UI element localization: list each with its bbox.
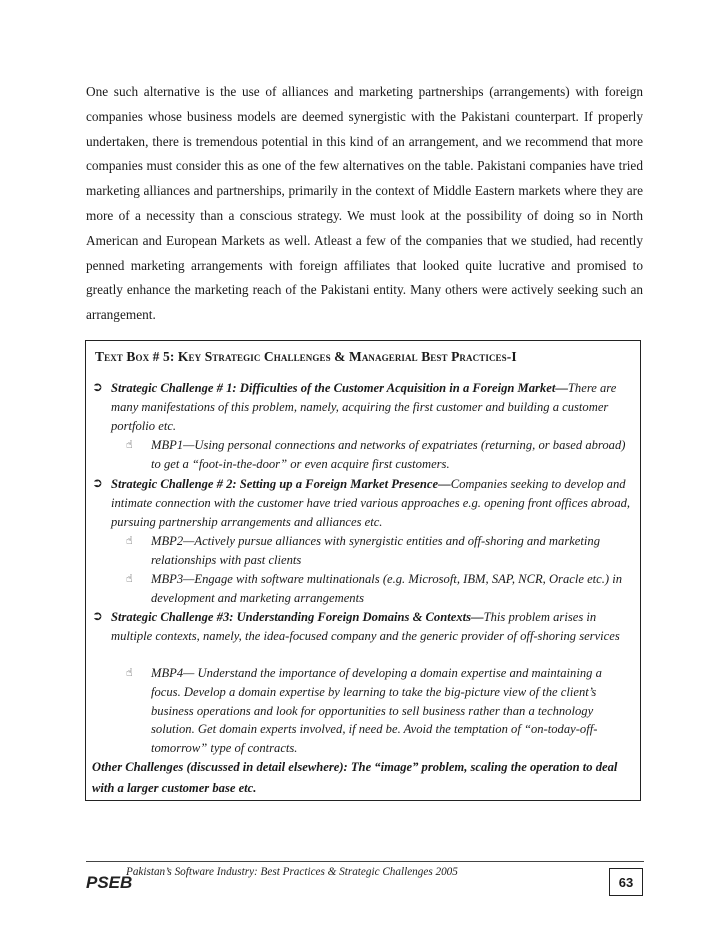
mbp4-text: MBP4— Understand the importance of developing a domain expertise and maintaining a focus. Develop a domain expertise by learning to take the big-picture view of the client’s business operations and look for opportunities to sell business rather than a technology solution. Get domain experts involved, if need be. Avoid the temptation of “on-today-off-tomorrow” type of contracts.	[151, 666, 602, 756]
arrow-bullet-icon: ➲	[92, 476, 103, 491]
challenge-2-text: Companies seeking to develop and intimate connection with the customer have tried various approaches e.g. opening front offices abroad, pursuing partnership arrangements and alliances etc.	[111, 477, 631, 529]
strategic-challenge-3	[92, 608, 634, 646]
challenge-2-heading: Strategic Challenge # 2: Setting up a Foreign Market Presence—	[111, 477, 451, 491]
best-practice-mbp3	[126, 570, 626, 608]
strategic-challenge-1	[92, 379, 634, 435]
page-number-box	[609, 868, 643, 896]
page-number: 63	[618, 874, 634, 890]
best-practice-mbp4	[126, 664, 626, 758]
challenge-1-heading: Strategic Challenge # 1: Difficulties of the Customer Acquisition in a Foreign Market—	[111, 381, 568, 395]
challenge-3-text: This problem arises in multiple contexts, namely, the idea-focused company and the generic provider of off-shoring services	[111, 610, 620, 643]
best-practice-mbp1	[126, 436, 626, 474]
challenge-1-text: There are many manifestations of this problem, namely, acquiring the first customer and building a customer portfolio etc.	[111, 381, 617, 433]
hand-pointer-icon: ☝	[126, 572, 133, 585]
arrow-bullet-icon: ➲	[92, 609, 103, 624]
footer-title: Pakistan’s Software Industry: Best Practices & Strategic Challenges 2005	[126, 866, 458, 878]
hand-pointer-icon: ☝	[126, 438, 133, 451]
other-challenges: Other Challenges (discussed in detail elsewhere): The “image” problem, scaling the operation to deal with a larger customer base etc.	[92, 760, 618, 795]
best-practice-mbp2	[126, 532, 626, 570]
mbp2-text: MBP2—Actively pursue alliances with synergistic entities and off-shoring and marketing relationships with past clients	[151, 534, 600, 567]
mbp1-text: MBP1—Using personal connections and networks of expatriates (returning, or based abroad) to get a “foot-in-the-door” or even acquire first customers.	[151, 438, 626, 471]
hand-pointer-icon: ☝	[126, 534, 133, 547]
strategic-challenge-2	[92, 475, 634, 531]
challenge-3-heading: Strategic Challenge #3: Understanding Foreign Domains & Contexts—	[111, 610, 484, 624]
pseb-logo	[86, 866, 133, 894]
intro-paragraph: One such alternative is the use of alliances and marketing partnerships (arrangements) with foreign companies whose business models are deemed synergistic with the Pakistani counterpart. If properly undertaken, there is tremendous potential in this kind of an arrangement, and we recommend that more companies must consider this as one of the few alternatives on the table. Pakistani companies have tried marketing alliances and partnerships, primarily in the context of Middle Eastern markets where they are more of a necessity than a conscious strategy. We must look at the possibility of doing so in North American and European Markets as well. Atleast a few of the companies that we studied, had recently penned marketing arrangements with foreign affiliates that looked quite lucrative and promised to greatly enhance the marketing reach of the Pakistani entity. Many others were actively seeking such an arrangement.	[86, 84, 643, 323]
logo-text: PSEB	[86, 873, 133, 892]
text-box-5	[85, 340, 641, 801]
arrow-bullet-icon: ➲	[92, 380, 103, 395]
mbp3-text: MBP3—Engage with software multinationals (e.g. Microsoft, IBM, SAP, NCR, Oracle etc.) in development and marketing arrangements	[151, 572, 623, 605]
hand-pointer-icon: ☝	[126, 666, 133, 679]
text-box-title: Text Box # 5: Key Strategic Challenges & Managerial Best Practices-I	[95, 349, 517, 364]
footer-rule	[86, 861, 644, 862]
